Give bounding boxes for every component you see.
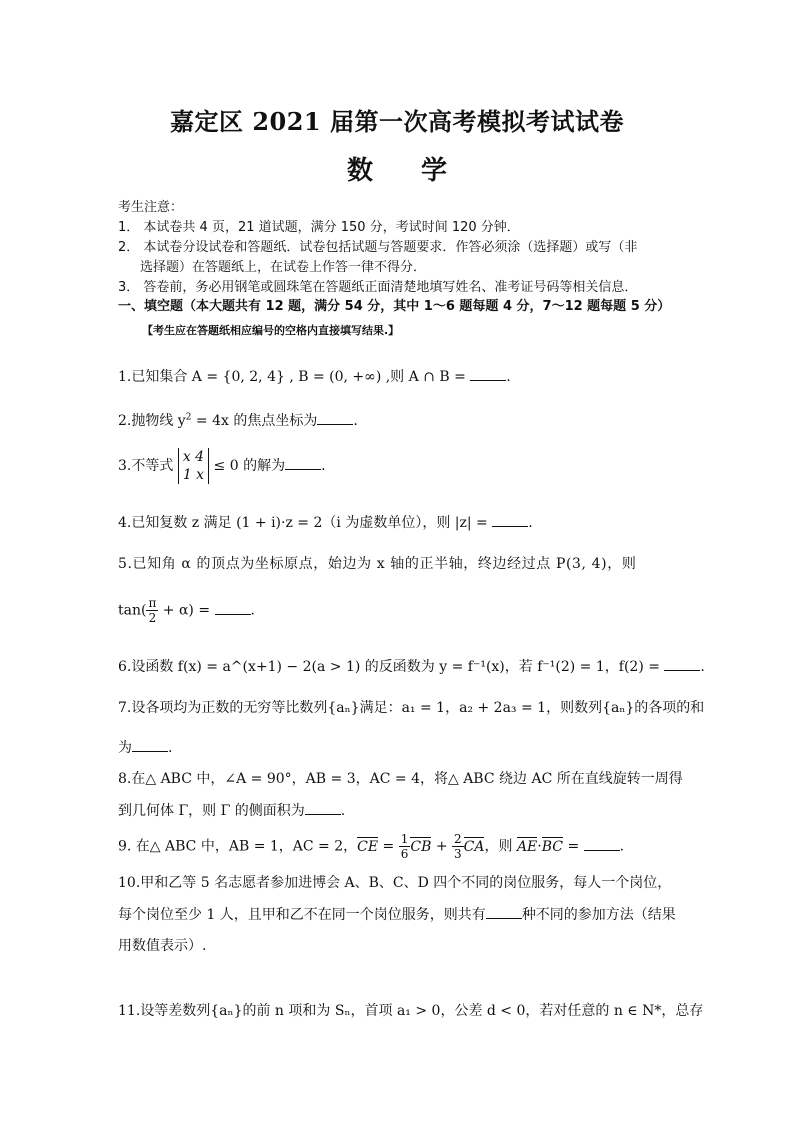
q9-end: = xyxy=(563,838,584,855)
q9-eq: = xyxy=(378,838,399,855)
q7-text-b: 为 xyxy=(118,740,132,756)
answer-blank xyxy=(305,802,341,815)
vector-bc: BC xyxy=(541,838,563,855)
q4-text: 4.已知复数 z 满足 (1 + i)·z = 2（i 为虚数单位），则 |z| = xyxy=(118,515,493,531)
answer-blank xyxy=(285,457,321,470)
vector-cb: CB xyxy=(410,838,432,855)
section-heading: 一、填空题（本大题共有 12 题，满分 54 分，其中 1～6 题每题 4 分，7～12 题每题 5 分） xyxy=(118,299,671,314)
answer-blank xyxy=(492,514,528,527)
answer-blank xyxy=(664,658,700,671)
q10-text-b-post: 种不同的参加方法（结果 xyxy=(521,907,676,923)
frac-denominator: 3 xyxy=(454,847,462,861)
question-8-cont: 到几何体 Γ，则 Γ 的侧面积为 . xyxy=(118,803,346,819)
q3-text-b: ≤ 0 的解为 xyxy=(213,458,286,474)
answer-tip: 【考生应在答题纸相应编号的空格内直接填写结果.】 xyxy=(142,324,400,337)
question-10-cont-2 xyxy=(118,935,206,955)
q8-text-a: 8.在△ ABC 中，∠A = 90°，AB = 3，AC = 4，将△ ABC 绕边 AC 所在直线旋转一周得 xyxy=(118,771,683,787)
q6-text: 6.设函数 f(x) = a^(x+1) − 2(a > 1) 的反函数为 y = f⁻¹(x)，若 f⁻¹(2) = 1，f(2) = xyxy=(118,659,665,675)
question-5 xyxy=(118,553,636,573)
question-11 xyxy=(118,1000,703,1020)
frac-denominator: 2 xyxy=(148,611,157,625)
q10-text-b-pre: 每个岗位至少 1 人，且甲和乙不在同一个岗位服务，则共有 xyxy=(118,907,486,923)
pi-over-2 xyxy=(146,596,158,625)
q5-text-b-post: + α) = xyxy=(158,602,215,619)
question-1: 1.已知集合 A = {0, 2, 4} , B = (0, +∞) ,则 A ∩ B = . xyxy=(118,369,511,385)
question-2: 2.抛物线 $y^2 = 4x$ 的焦点坐标为 . xyxy=(118,412,358,429)
question-3: 3.不等式 x 4 1 x ≤ 0 的解为 . xyxy=(118,449,326,483)
frac-numerator: 2 xyxy=(454,832,462,846)
q7-text-a: 7.设各项均为正数的无穷等比数列{aₙ}满足：a₁ = 1，a₂ + 2a₃ = 1，则数列{aₙ}的各项的和 xyxy=(118,700,705,716)
subject-title xyxy=(0,150,794,187)
question-9: 9. 在△ ABC 中，AB = 1，AC = 2，CE = $\frac{1}{6}$ CB + $\frac{2}{3}$ CA，则 AE·BC = . xyxy=(118,832,625,861)
frac-denominator: 6 xyxy=(400,847,409,861)
q9-then: ，则 xyxy=(484,838,517,855)
q9-text-a: 9. 在△ ABC 中，AB = 1，AC = 2， xyxy=(118,838,358,855)
answer-blank xyxy=(486,906,522,919)
q8-text-b: 到几何体 Γ，则 Γ 的侧面积为 xyxy=(118,803,305,819)
notice-item-1: 1． 本试卷共 4 页，21 道试题，满分 150 分，考试时间 120 分钟． xyxy=(118,220,520,235)
subject-char-2: 学 xyxy=(421,156,448,186)
notice-item-2-cont: 选择题）在答题纸上，在试卷上作答一律不得分． xyxy=(140,260,427,275)
subject-char-1: 数 xyxy=(346,156,373,186)
notice-item-3: 3． 答卷前，务必用钢笔或圆珠笔在答题纸正面清楚地填写姓名、准考证号码等相关信息． xyxy=(118,280,638,295)
q10-text-a: 10.甲和乙等 5 名志愿者参加进博会 A、B、C、D 四个不同的岗位服务，每人一个岗位， xyxy=(118,875,672,891)
exam-title: 嘉定区 2021 届第一次高考模拟考试试卷 xyxy=(169,107,624,136)
vector-ae: AE xyxy=(516,838,538,855)
q1-text: 1.已知集合 A = {0, 2, 4} , B = (0, +∞) ,则 A ∩ B = xyxy=(118,369,471,385)
frac-numerator: π xyxy=(148,596,157,610)
q2-text-b: = 4x 的焦点坐标为 xyxy=(191,413,318,429)
q9-dot: · xyxy=(537,838,542,855)
question-6: 6.设函数 f(x) = a^(x+1) − 2(a > 1) 的反函数为 y = f⁻¹(x)，若 f⁻¹(2) = 1，f(2) = . xyxy=(118,659,705,675)
question-7 xyxy=(118,697,704,717)
question-8 xyxy=(118,768,683,788)
notice-item-2: 2． 本试卷分设试卷和答题纸．试卷包括试题与答题要求．作答必须涂（选择题）或写（非 xyxy=(118,240,638,255)
frac-numerator: 1 xyxy=(400,832,409,846)
question-4: 4.已知复数 z 满足 (1 + i)·z = 2（i 为虚数单位），则 |z| = . xyxy=(118,515,533,531)
vector-ca: CA xyxy=(463,838,485,855)
answer-blank xyxy=(584,838,620,851)
q3-text-a: 3.不等式 xyxy=(118,458,174,474)
frac-two-thirds xyxy=(452,832,464,861)
q2-text-a: 2.抛物线 y xyxy=(118,413,186,429)
answer-blank xyxy=(215,602,251,615)
answer-blank xyxy=(470,368,506,381)
notice-heading: 考生注意： xyxy=(118,200,184,215)
answer-blank xyxy=(317,412,353,425)
q5-text-a: 5.已知角 α 的顶点为坐标原点，始边为 x 轴的正半轴，终边经过点 P(3, 4)，则 xyxy=(118,556,637,572)
answer-blank xyxy=(132,739,168,752)
question-10 xyxy=(118,872,671,892)
q5-text-b-pre: tan( xyxy=(118,602,147,619)
determinant xyxy=(178,448,209,484)
vector-ce: CE xyxy=(357,838,379,855)
question-5-cont: tan( $\frac{\pi}{2}$ + α) = . xyxy=(118,596,255,625)
frac-one-sixth xyxy=(399,832,411,861)
det-row-1: x 4 xyxy=(182,449,205,465)
question-10-cont xyxy=(118,904,676,924)
q10-text-c: 用数值表示）. xyxy=(118,938,207,954)
q9-plus: + xyxy=(431,838,453,855)
det-row-2: 1 x xyxy=(182,467,205,483)
q11-text: 11.设等差数列{aₙ}的前 n 项和为 Sₙ，首项 a₁ > 0，公差 d < 0，若对任意的 n ∈ N*，总存 xyxy=(118,1003,704,1019)
question-7-cont: 为 . xyxy=(118,740,173,756)
